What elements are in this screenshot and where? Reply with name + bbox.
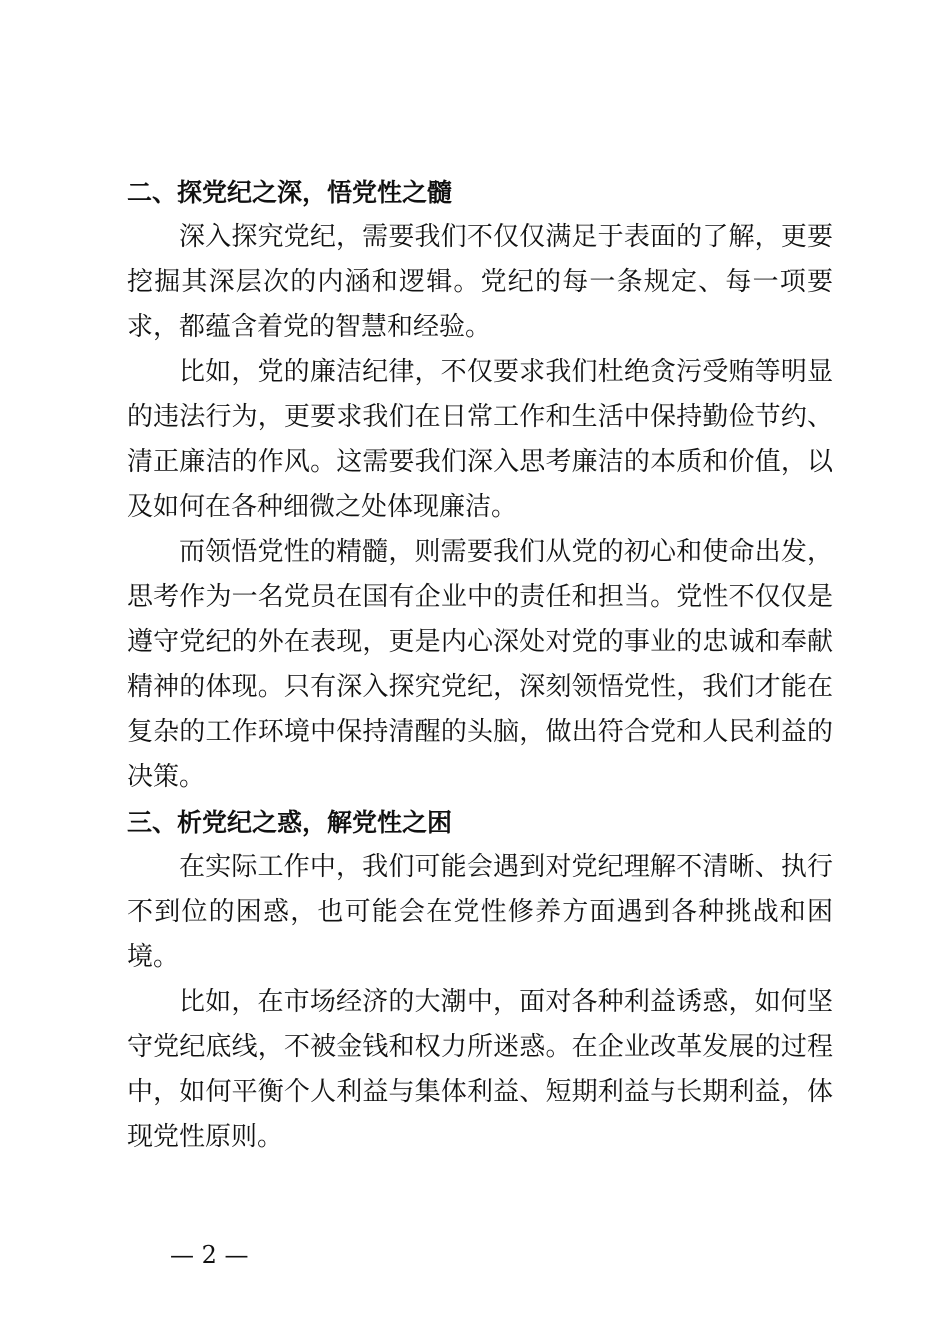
paragraph xyxy=(127,530,833,800)
paragraph-line: 思考作为一名党员在国有企业中的责任和担当。党性不仅仅是 xyxy=(127,582,833,612)
page-number: — 2 — xyxy=(170,1241,249,1269)
paragraph xyxy=(127,980,833,1160)
document-body xyxy=(127,170,833,1160)
paragraph-line: 比如，党的廉洁纪律，不仅要求我们杜绝贪污受贿等明显 xyxy=(179,357,833,387)
paragraph-line: 境。 xyxy=(127,942,180,972)
paragraph-line: 清正廉洁的作风。这需要我们深入思考廉洁的本质和价值，以 xyxy=(127,447,833,477)
paragraph-line: 现党性原则。 xyxy=(127,1122,284,1152)
paragraph-line: 比如，在市场经济的大潮中，面对各种利益诱惑，如何坚 xyxy=(179,987,833,1017)
paragraph xyxy=(127,845,833,980)
paragraph-line: 守党纪底线，不被金钱和权力所迷惑。在企业改革发展的过程 xyxy=(127,1032,833,1062)
paragraph-line: 在实际工作中，我们可能会遇到对党纪理解不清晰、执行 xyxy=(179,852,833,882)
paragraph-line: 深入探究党纪，需要我们不仅仅满足于表面的了解，更要 xyxy=(179,222,833,252)
paragraph-line: 求，都蕴含着党的智慧和经验。 xyxy=(127,312,492,342)
paragraph-line: 精神的体现。只有深入探究党纪，深刻领悟党性，我们才能在 xyxy=(127,672,833,702)
paragraph-line: 的违法行为，更要求我们在日常工作和生活中保持勤俭节约、 xyxy=(127,402,833,432)
paragraph xyxy=(127,215,833,350)
paragraph-line: 而领悟党性的精髓，则需要我们从党的初心和使命出发， xyxy=(179,537,833,567)
paragraph-line: 挖掘其深层次的内涵和逻辑。党纪的每一条规定、每一项要 xyxy=(127,267,833,297)
paragraph xyxy=(127,350,833,530)
paragraph-line: 中，如何平衡个人利益与集体利益、短期利益与长期利益，体 xyxy=(127,1077,833,1107)
paragraph-line: 复杂的工作环境中保持清醒的头脑，做出符合党和人民利益的 xyxy=(127,717,833,747)
section-heading: 二、探党纪之深，悟党性之髓 xyxy=(127,178,453,207)
paragraph-line: 遵守党纪的外在表现，更是内心深处对党的事业的忠诚和奉献 xyxy=(127,627,833,657)
paragraph-line: 及如何在各种细微之处体现廉洁。 xyxy=(127,492,518,522)
paragraph-line: 不到位的困惑，也可能会在党性修养方面遇到各种挑战和困 xyxy=(127,897,833,927)
paragraph-line: 决策。 xyxy=(127,762,206,792)
section-heading: 三、析党纪之惑，解党性之困 xyxy=(127,808,453,837)
